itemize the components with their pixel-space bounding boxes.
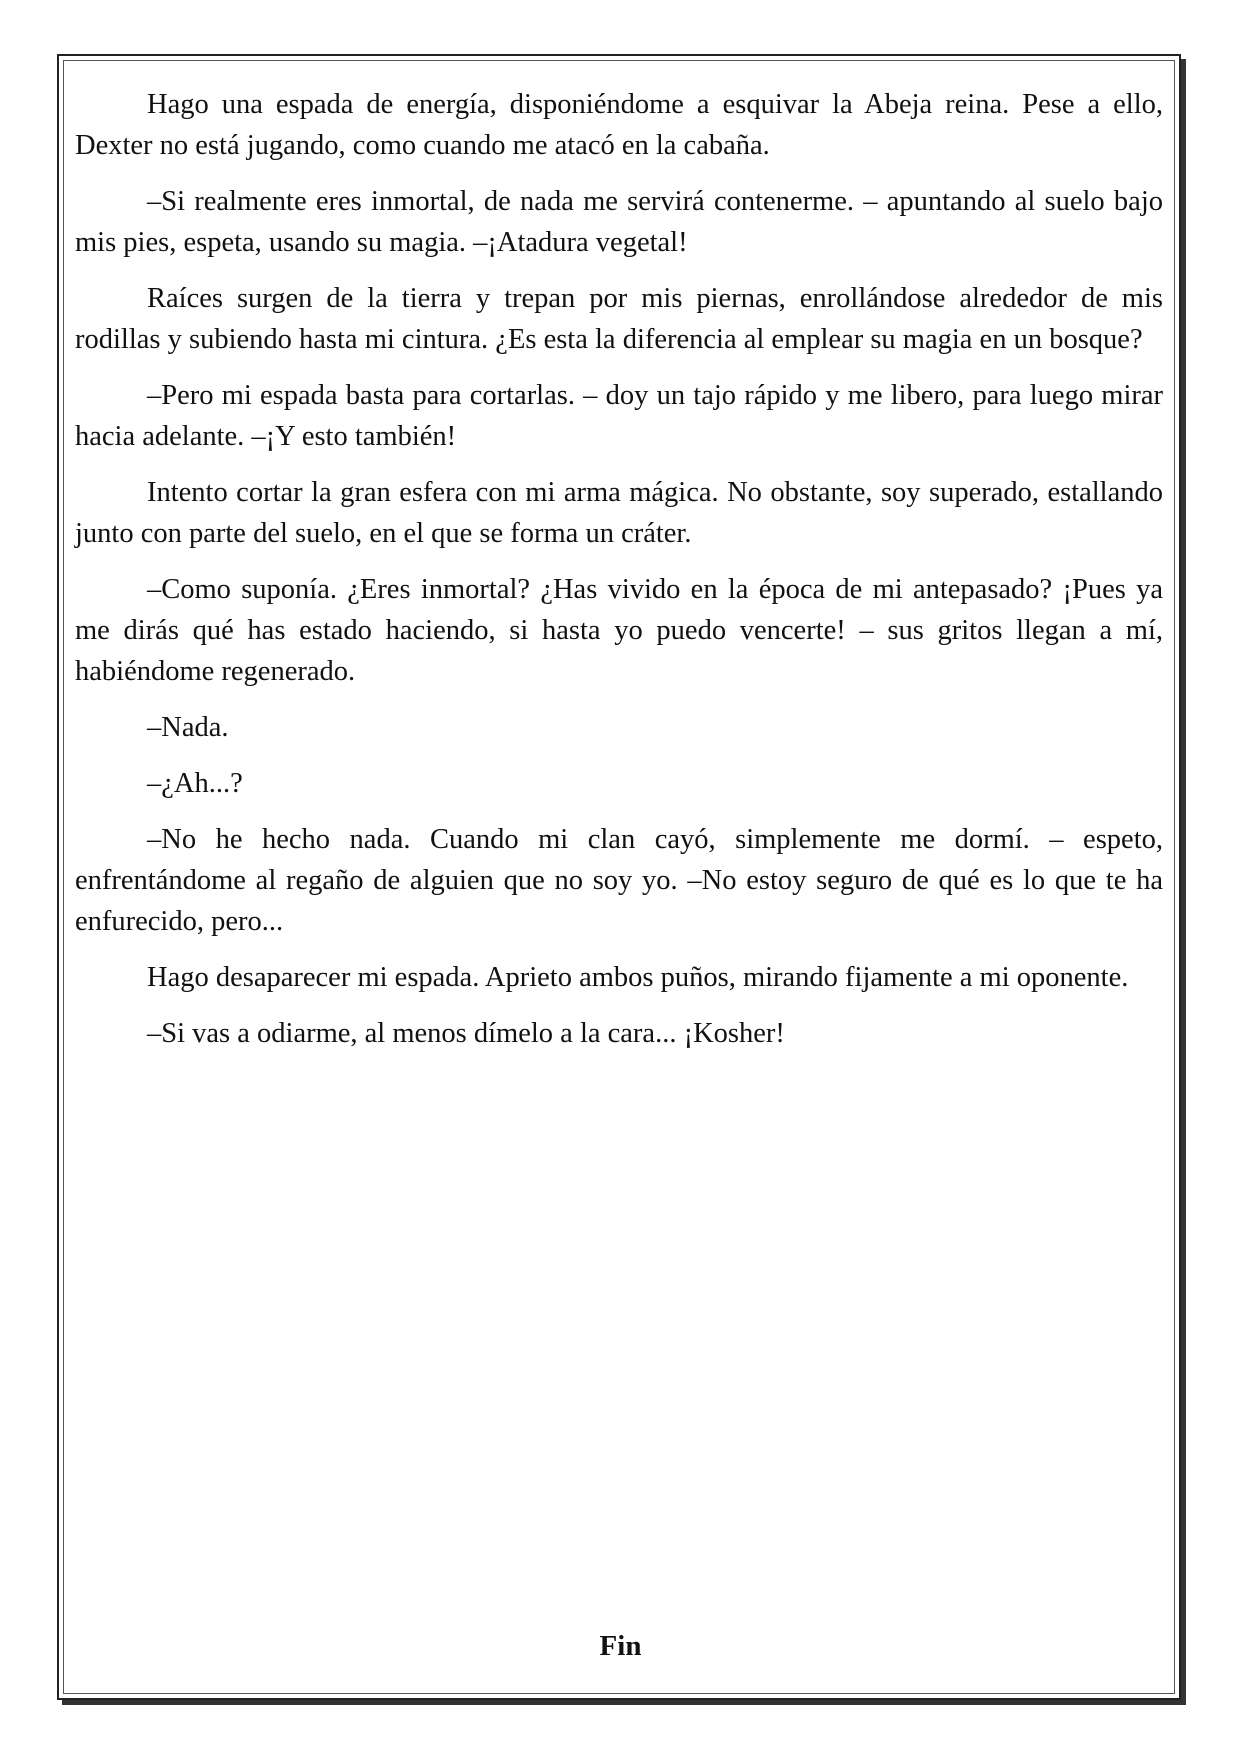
- paragraph: Raíces surgen de la tierra y trepan por mis piernas, enrollándose alrededor de mis rodillas y subiendo hasta mi cintura. ¿Es esta la diferencia al emplear su magia en un bosque?: [75, 283, 1163, 355]
- paragraph: Hago desaparecer mi espada. Aprieto ambos puños, mirando fijamente a mi oponente.: [147, 962, 1129, 993]
- paragraph: Intento cortar la gran esfera con mi arma mágica. No obstante, soy superado, estallando junto con parte del suelo, en el que se forma un cráter.: [75, 477, 1163, 549]
- paragraph: –No he hecho nada. Cuando mi clan cayó, simplemente me dormí. – espeto, enfrentándome al regaño de alguien que no soy yo. –No estoy seguro de qué es lo que te ha enfurecido, pero...: [75, 824, 1163, 937]
- body-text: [75, 84, 1163, 1069]
- paragraph: –Como suponía. ¿Eres inmortal? ¿Has vivido en la época de mi antepasado? ¡Pues ya me dirás qué has estado haciendo, si hasta yo puedo vencerte! – sus gritos llegan a mí, habiéndome regenerado.: [75, 574, 1163, 687]
- paragraph: –Si vas a odiarme, al menos dímelo a la cara... ¡Kosher!: [147, 1018, 785, 1049]
- paragraph: –Pero mi espada basta para cortarlas. – doy un tajo rápido y me libero, para luego mirar hacia adelante. –¡Y esto también!: [75, 380, 1163, 452]
- paragraph: –¿Ah...?: [147, 768, 243, 799]
- end-mark: Fin: [599, 1630, 642, 1662]
- paragraph: –Si realmente eres inmortal, de nada me servirá contenerme. – apuntando al suelo bajo mis pies, espeta, usando su magia. –¡Atadura vegetal!: [75, 186, 1163, 258]
- paragraph: –Nada.: [147, 712, 229, 743]
- paragraph: Hago una espada de energía, disponiéndome a esquivar la Abeja reina. Pese a ello, Dexter no está jugando, como cuando me atacó en la cabaña.: [75, 89, 1163, 161]
